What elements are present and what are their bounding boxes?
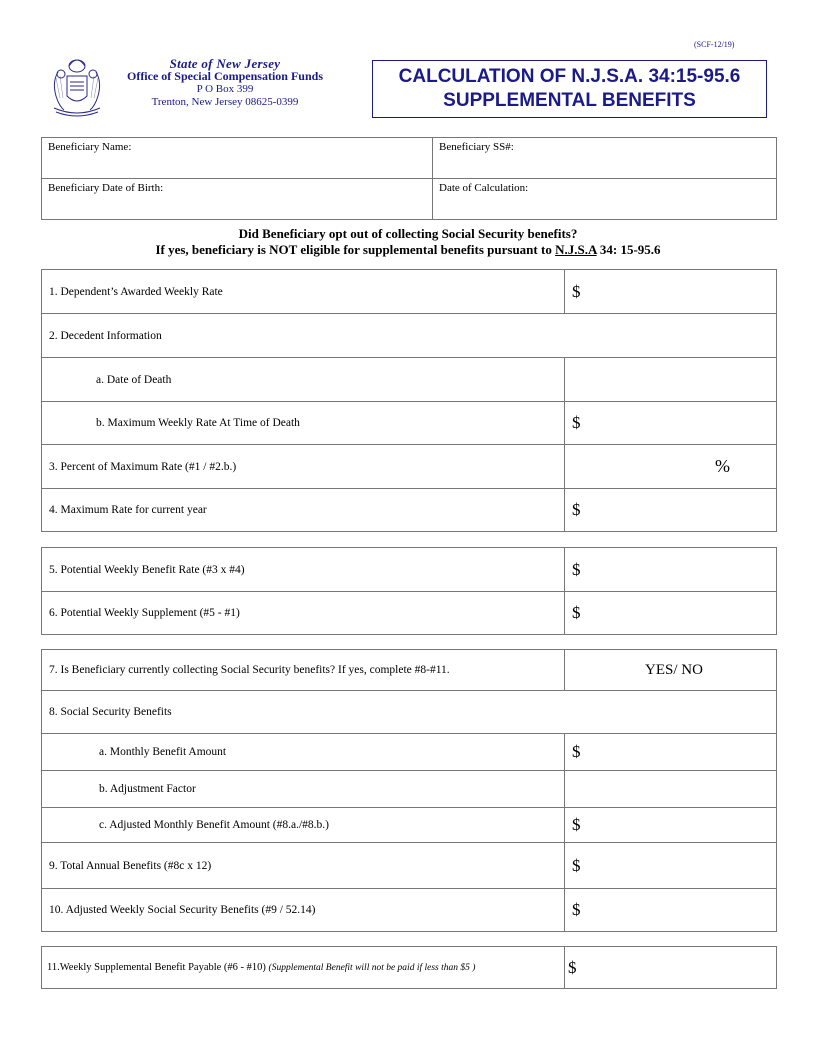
- calculation-date-field[interactable]: [433, 179, 777, 220]
- beneficiary-ssn-field[interactable]: [433, 138, 777, 179]
- row-8c-input[interactable]: $: [565, 808, 777, 843]
- row-5-label: 5. Potential Weekly Benefit Rate (#3 x #4): [42, 548, 565, 592]
- row-3-label: 3. Percent of Maximum Rate (#1 / #2.b.): [42, 445, 565, 489]
- row-11-text: 11.Weekly Supplemental Benefit Payable (#6 - #10): [47, 962, 269, 973]
- row-6-input[interactable]: $: [565, 592, 777, 635]
- row-1-label: 1. Dependent’s Awarded Weekly Rate: [42, 270, 565, 314]
- state-name: State of New Jersey: [169, 56, 281, 71]
- title-line-1: CALCULATION OF N.J.S.A. 34:15-95.6: [398, 66, 741, 87]
- row-9-label: 9. Total Annual Benefits (#8c x 12): [42, 843, 565, 889]
- beneficiary-ssn-label: Beneficiary SS#:: [439, 141, 514, 153]
- row-8b-input[interactable]: [565, 771, 777, 808]
- beneficiary-dob-label: Beneficiary Date of Birth:: [48, 182, 164, 194]
- section-1-table: [41, 269, 777, 532]
- row-11-label: [42, 947, 565, 989]
- section-3-table: [41, 649, 777, 932]
- beneficiary-name-label: Beneficiary Name:: [48, 141, 132, 153]
- question-line-2: [40, 242, 776, 258]
- state-seal-icon: [48, 52, 106, 118]
- beneficiary-dob-field[interactable]: [42, 179, 433, 220]
- row-10-label: 10. Adjusted Weekly Social Security Benefits (#9 / 52.14): [42, 889, 565, 932]
- row-6-label: 6. Potential Weekly Supplement (#5 - #1): [42, 592, 565, 635]
- city-address: Trenton, New Jersey 08625-0399: [151, 96, 299, 108]
- row-2-label: 2. Decedent Information: [42, 314, 777, 358]
- row-3-input[interactable]: %: [565, 445, 777, 489]
- row-11-note: (Supplemental Benefit will not be paid if less than $5 ): [268, 963, 476, 973]
- row-7-yes-no[interactable]: YES/ NO: [565, 650, 777, 691]
- row-8-label: 8. Social Security Benefits: [42, 691, 777, 734]
- row-11-input[interactable]: $: [565, 947, 777, 989]
- row-10-input[interactable]: $: [565, 889, 777, 932]
- beneficiary-name-field[interactable]: [42, 138, 433, 179]
- row-8a-input[interactable]: $: [565, 734, 777, 771]
- office-name: Office of Special Compensation Funds: [126, 69, 323, 83]
- form-title: [372, 60, 767, 118]
- question-line-1: Did Beneficiary opt out of collecting Social Security benefits?: [238, 226, 578, 241]
- row-2b-label: b. Maximum Weekly Rate At Time of Death: [42, 402, 565, 445]
- calculation-date-label: Date of Calculation:: [439, 182, 529, 194]
- title-line-2: SUPPLEMENTAL BENEFITS: [443, 90, 696, 111]
- beneficiary-table: [41, 137, 777, 220]
- opt-out-question: [40, 226, 776, 258]
- row-2b-input[interactable]: $: [565, 402, 777, 445]
- row-4-label: 4. Maximum Rate for current year: [42, 489, 565, 532]
- row-4-input[interactable]: $: [565, 489, 777, 532]
- row-7-label: 7. Is Beneficiary currently collecting Social Security benefits? If yes, complete #8-#11.: [42, 650, 565, 691]
- form-code: (SCF-12/19): [694, 40, 735, 49]
- row-8b-label: b. Adjustment Factor: [42, 771, 565, 808]
- statute-reference: N.J.S.A: [555, 242, 597, 257]
- section-2-table: [41, 547, 777, 635]
- row-5-input[interactable]: $: [565, 548, 777, 592]
- question-line-2-text: If yes, beneficiary is NOT eligible for supplemental benefits pursuant to: [155, 242, 556, 257]
- section-4-table: [41, 946, 777, 989]
- row-8a-label: a. Monthly Benefit Amount: [42, 734, 565, 771]
- po-box: P O Box 399: [196, 83, 254, 95]
- row-1-input[interactable]: $: [565, 270, 777, 314]
- row-2a-input[interactable]: [565, 358, 777, 402]
- agency-header: [120, 57, 330, 109]
- row-2a-label: a. Date of Death: [42, 358, 565, 402]
- row-9-input[interactable]: $: [565, 843, 777, 889]
- row-8c-label: c. Adjusted Monthly Benefit Amount (#8.a./#8.b.): [42, 808, 565, 843]
- statute-section: 34: 15-95.6: [596, 242, 661, 257]
